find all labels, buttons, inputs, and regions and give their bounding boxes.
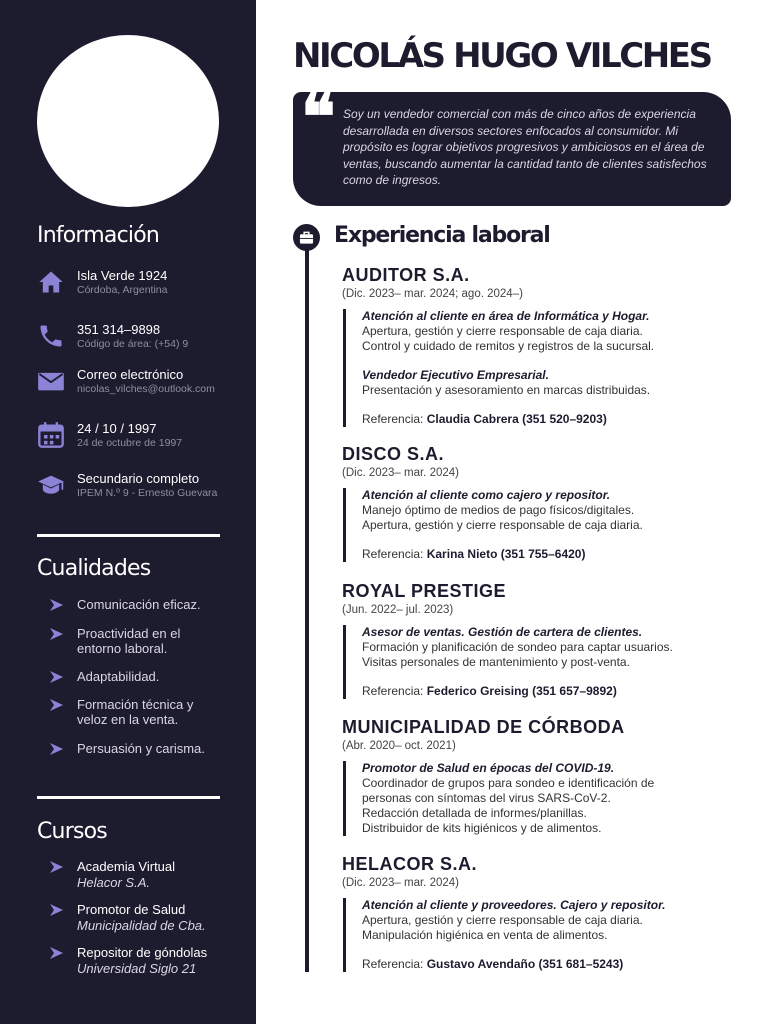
job-details <box>343 761 742 836</box>
reference-label: Referencia: <box>362 684 424 698</box>
chevron-right-icon <box>48 698 64 712</box>
sidebar-divider <box>37 796 220 799</box>
info-main-text: Correo electrónico <box>77 367 184 382</box>
qualities-section-title: Cualidades <box>37 556 151 581</box>
job-description-line: Control y cuidado de remitos y registros de la sucursal. <box>362 339 655 353</box>
info-sub-text: 24 de octubre de 1997 <box>77 437 183 449</box>
course-institution: Helacor S.A. <box>77 875 150 890</box>
calendar-icon <box>37 421 65 449</box>
job-description-line: Apertura, gestión y cierre responsable de caja diaria. <box>362 913 643 927</box>
job-role: Vendedor Ejecutivo Empresarial. <box>362 368 549 382</box>
job-description-line: Manipulación higiénica en venta de alimentos. <box>362 928 608 942</box>
job-role: Atención al cliente como cajero y repositor. <box>362 488 611 502</box>
job-description-line: Distribuidor de kits higiénicos y de alimentos. <box>362 821 602 835</box>
chevron-right-icon <box>48 670 64 684</box>
job-date: (Dic. 2023– mar. 2024; ago. 2024–) <box>342 288 523 300</box>
job-description-line: Redacción detallada de informes/planillas. <box>362 806 587 820</box>
job-description-line: Manejo óptimo de medios de pago físicos/digitales. <box>362 503 635 517</box>
chevron-right-icon <box>48 946 64 960</box>
profile-summary-text: Soy un vendedor comercial con más de cinco años de experiencia desarrollada en diversos sectores enfocados al consumidor. Mi propósito es lograr objetivos progresivos y ambiciosos en el área de ventas, buscando aumentar la cantidad tanto de clientes satisfechos como de ingresos. <box>343 107 707 187</box>
mail-icon <box>37 367 65 395</box>
job-role: Asesor de ventas. Gestión de cartera de clientes. <box>362 625 643 639</box>
info-sub-text: Córdoba, Argentina <box>77 284 168 296</box>
info-main-text: Secundario completo <box>77 471 200 486</box>
job-details <box>343 898 742 972</box>
chevron-right-icon <box>48 627 64 641</box>
timeline-line <box>305 250 309 972</box>
info-main-text: 351 314–9898 <box>77 322 161 337</box>
graduation-cap-icon <box>37 471 65 499</box>
profile-photo-placeholder <box>37 35 219 207</box>
info-main-text: Isla Verde 1924 <box>77 268 168 283</box>
experience-section-title: Experiencia laboral <box>334 223 550 248</box>
job-date: (Jun. 2022– jul. 2023) <box>342 604 454 616</box>
job-description-line: Apertura, gestión y cierre responsable de caja diaria. <box>362 324 643 338</box>
job-entry-royal-prestige <box>342 580 742 699</box>
full-name-heading: NICOLÁS HUGO VILCHES <box>293 36 711 76</box>
job-company: HELACOR S.A. <box>342 854 478 874</box>
job-description-line: personas con síntomas del virus SARS-CoV-2. <box>362 791 611 805</box>
chevron-right-icon <box>48 860 64 874</box>
job-reference <box>362 957 742 972</box>
info-phone <box>37 322 237 362</box>
job-details <box>343 309 742 427</box>
quote-icon: ❝ <box>301 80 336 155</box>
chevron-right-icon <box>48 598 64 612</box>
info-sub-text: nicolas_vilches@outlook.com <box>77 383 215 395</box>
sidebar <box>0 0 256 1024</box>
reference-contact: Federico Greising (351 657–9892) <box>426 684 617 698</box>
job-entry-municipalidad <box>342 716 742 836</box>
reference-label: Referencia: <box>362 547 424 561</box>
profile-summary-box <box>293 80 731 206</box>
reference-contact: Gustavo Avendaño (351 681–5243) <box>426 957 624 971</box>
info-main-text: 24 / 10 / 1997 <box>77 421 157 436</box>
course-institution: Universidad Siglo 21 <box>77 961 197 976</box>
job-role: Promotor de Salud en épocas del COVID-19. <box>362 761 615 775</box>
quality-text: Proactividad en el entorno laboral. <box>77 626 181 656</box>
home-icon <box>37 268 65 296</box>
reference-contact: Claudia Cabrera (351 520–9203) <box>426 412 607 426</box>
quality-text: Formación técnica y veloz en la venta. <box>77 697 194 727</box>
sidebar-divider <box>37 534 220 537</box>
info-sub-text: IPEM N.º 9 - Ernesto Guevara <box>77 487 218 499</box>
job-date: (Abr. 2020– oct. 2021) <box>342 740 456 752</box>
phone-icon <box>37 322 65 350</box>
course-institution: Municipalidad de Cba. <box>77 918 206 933</box>
info-education <box>37 471 237 511</box>
info-address <box>37 268 237 308</box>
job-company: AUDITOR S.A. <box>342 265 470 285</box>
job-description-line: Apertura, gestión y cierre responsable de caja diaria. <box>362 518 643 532</box>
quality-text: Adaptabilidad. <box>77 669 160 684</box>
job-reference <box>362 684 742 699</box>
job-reference <box>362 412 742 427</box>
briefcase-icon <box>299 230 314 245</box>
quality-text: Persuasión y carisma. <box>77 741 205 756</box>
reference-label: Referencia: <box>362 412 424 426</box>
course-name: Promotor de Salud <box>77 902 186 917</box>
job-company: MUNICIPALIDAD DE CÓRBODA <box>342 717 625 737</box>
quality-text: Comunicación eficaz. <box>77 597 201 612</box>
job-reference <box>362 547 742 562</box>
chevron-right-icon <box>48 742 64 756</box>
job-role: Atención al cliente y proveedores. Cajero y repositor. <box>362 898 666 912</box>
job-company: ROYAL PRESTIGE <box>342 581 507 601</box>
info-birthdate <box>37 421 237 461</box>
course-name: Academia Virtual <box>77 859 176 874</box>
course-name: Repositor de góndolas <box>77 945 208 960</box>
reference-label: Referencia: <box>362 957 424 971</box>
timeline-marker <box>293 224 320 251</box>
job-description-line: Presentación y asesoramiento en marcas distribuidas. <box>362 383 651 397</box>
job-details <box>343 488 742 562</box>
job-entry-auditor <box>342 264 742 427</box>
job-role: Atención al cliente en área de Informática y Hogar. <box>362 309 650 323</box>
job-description-line: Formación y planificación de sondeo para captar usuarios. <box>362 640 673 654</box>
job-entry-disco <box>342 443 742 562</box>
courses-section-title: Cursos <box>37 819 107 844</box>
job-date: (Dic. 2023– mar. 2024) <box>342 877 459 889</box>
chevron-right-icon <box>48 903 64 917</box>
job-description-line: Visitas personales de mantenimiento y post-venta. <box>362 655 630 669</box>
job-date: (Dic. 2023– mar. 2024) <box>342 467 459 479</box>
job-company: DISCO S.A. <box>342 444 445 464</box>
info-sub-text: Código de área: (+54) 9 <box>77 338 189 350</box>
job-details <box>343 625 742 699</box>
job-entry-helacor <box>342 853 742 972</box>
info-email <box>37 367 237 407</box>
job-description-line: Coordinador de grupos para sondeo e identificación de <box>362 776 655 790</box>
info-section-title: Información <box>37 223 160 248</box>
reference-contact: Karina Nieto (351 755–6420) <box>426 547 586 561</box>
